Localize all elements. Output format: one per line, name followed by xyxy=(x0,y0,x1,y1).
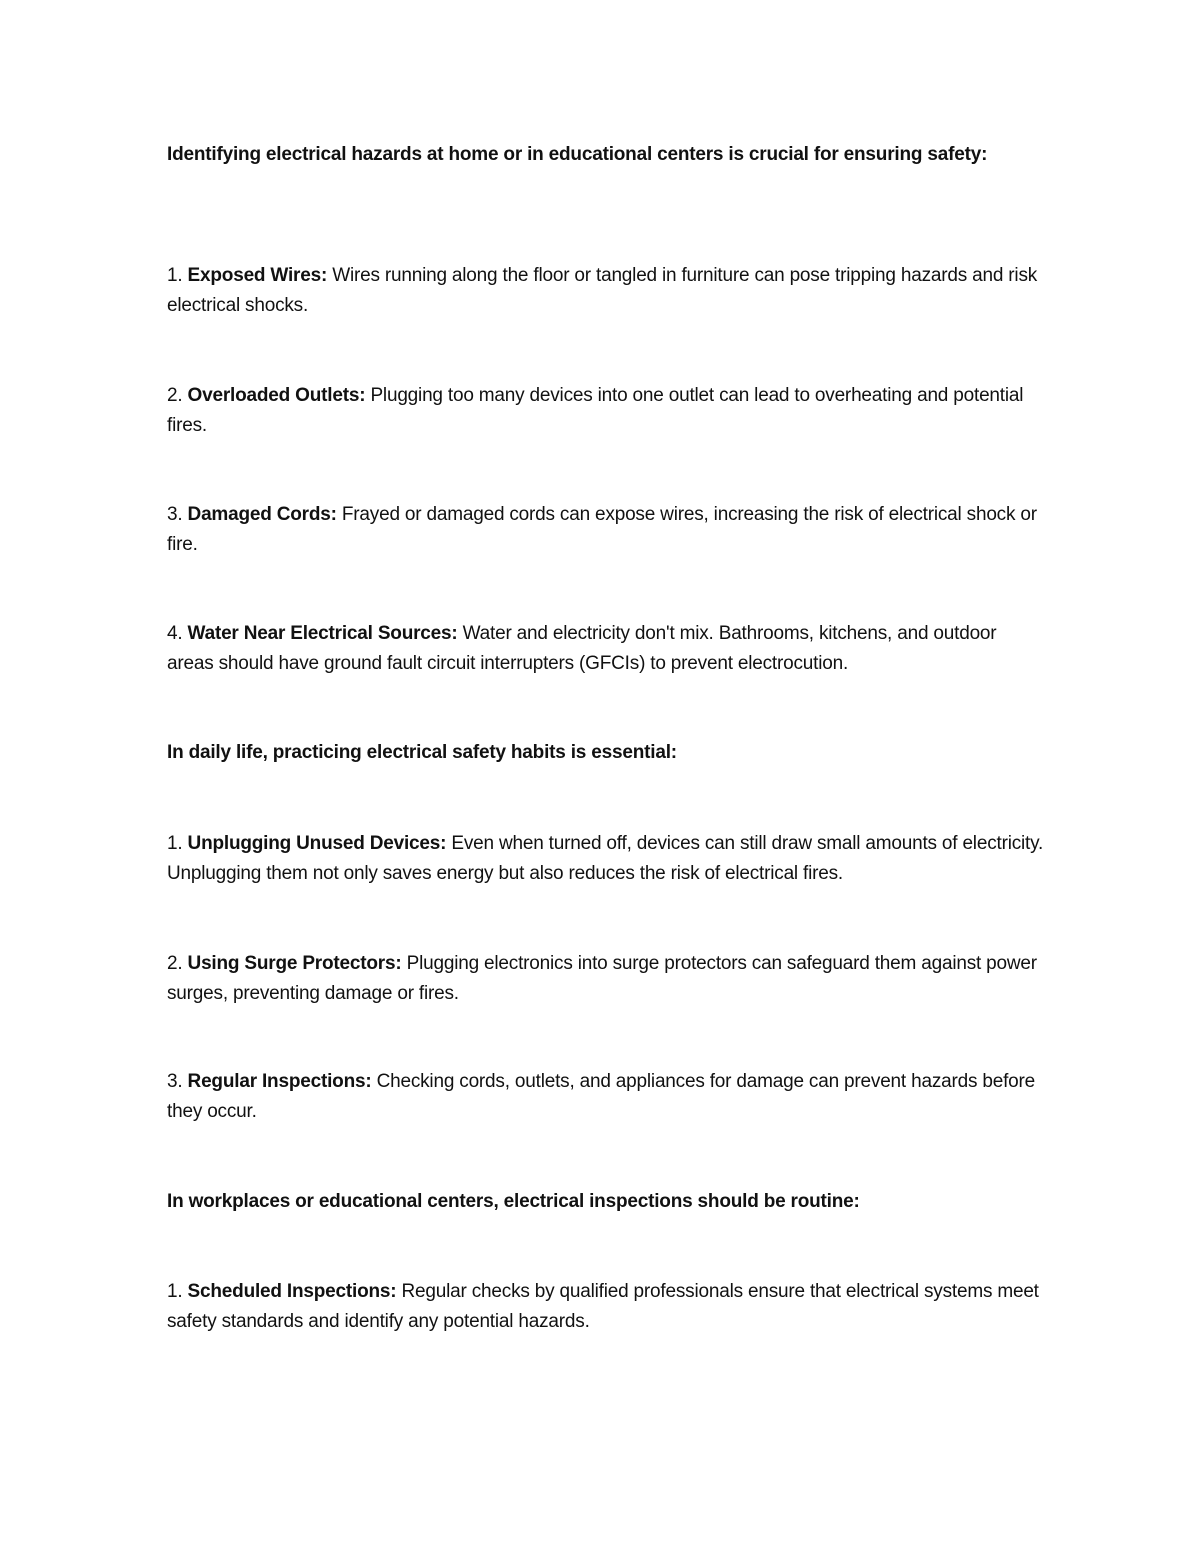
item-colon: : xyxy=(390,1281,397,1302)
item-text: Plugging electronics into surge protectors can safeguard them against power surges, preventing damage or fires. xyxy=(167,953,1037,1004)
item-text: Even when turned off, devices can still draw small amounts of electricity. Unplugging them not only saves energy but also reduces the risk of electrical fires. xyxy=(167,833,1044,884)
item-number: 3. xyxy=(167,1071,183,1092)
item-term: Scheduled Inspections xyxy=(187,1281,391,1302)
section-heading-text: In workplaces or educational centers, electrical inspections should be routine: xyxy=(167,1191,860,1212)
list-item xyxy=(167,381,1047,441)
item-number: 1. xyxy=(167,833,183,854)
item-term: Overloaded Outlets xyxy=(187,385,360,406)
item-number: 1. xyxy=(167,1281,183,1302)
item-term: Using Surge Protectors xyxy=(187,953,396,974)
item-text: Wires running along the floor or tangled in furniture can pose tripping hazards and risk electrical shocks. xyxy=(167,265,1038,316)
item-colon: : xyxy=(330,504,337,525)
section-heading-text: Identifying electrical hazards at home or in educational centers is crucial for ensuring safety: xyxy=(167,144,988,165)
item-number: 4. xyxy=(167,623,183,644)
list-item xyxy=(167,500,1047,560)
item-text: Plugging too many devices into one outlet can lead to overheating and potential fires. xyxy=(167,385,1024,436)
list-item xyxy=(167,1067,1047,1127)
item-text: Water and electricity don't mix. Bathrooms, kitchens, and outdoor areas should have ground fault circuit interrupters (GFCIs) to prevent electrocution. xyxy=(167,623,997,674)
item-number: 2. xyxy=(167,953,183,974)
item-colon: : xyxy=(321,265,328,286)
list-item xyxy=(167,829,1047,889)
section-heading-text: In daily life, practicing electrical safety habits is essential: xyxy=(167,742,677,763)
item-colon: : xyxy=(365,1071,372,1092)
item-colon: : xyxy=(451,623,458,644)
item-text: Checking cords, outlets, and appliances for damage can prevent hazards before they occur. xyxy=(167,1071,1036,1122)
section-heading xyxy=(167,1187,1047,1217)
item-colon: : xyxy=(395,953,402,974)
item-text: Regular checks by qualified professionals ensure that electrical systems meet safety standards and identify any potential hazards. xyxy=(167,1281,1039,1332)
item-term: Damaged Cords xyxy=(187,504,331,525)
item-number: 1. xyxy=(167,265,183,286)
section-heading xyxy=(167,738,1047,768)
item-number: 3. xyxy=(167,504,183,525)
item-number: 2. xyxy=(167,385,183,406)
list-item xyxy=(167,949,1047,1009)
item-term: Unplugging Unused Devices xyxy=(187,833,441,854)
list-item xyxy=(167,1277,1047,1337)
list-item xyxy=(167,261,1047,321)
list-item xyxy=(167,619,1047,679)
item-colon: : xyxy=(440,833,447,854)
item-term: Regular Inspections xyxy=(187,1071,366,1092)
section-heading xyxy=(167,140,1047,170)
item-text: Frayed or damaged cords can expose wires, increasing the risk of electrical shock or fire. xyxy=(167,504,1037,555)
item-term: Exposed Wires xyxy=(187,265,321,286)
item-term: Water Near Electrical Sources xyxy=(187,623,452,644)
item-colon: : xyxy=(359,385,366,406)
